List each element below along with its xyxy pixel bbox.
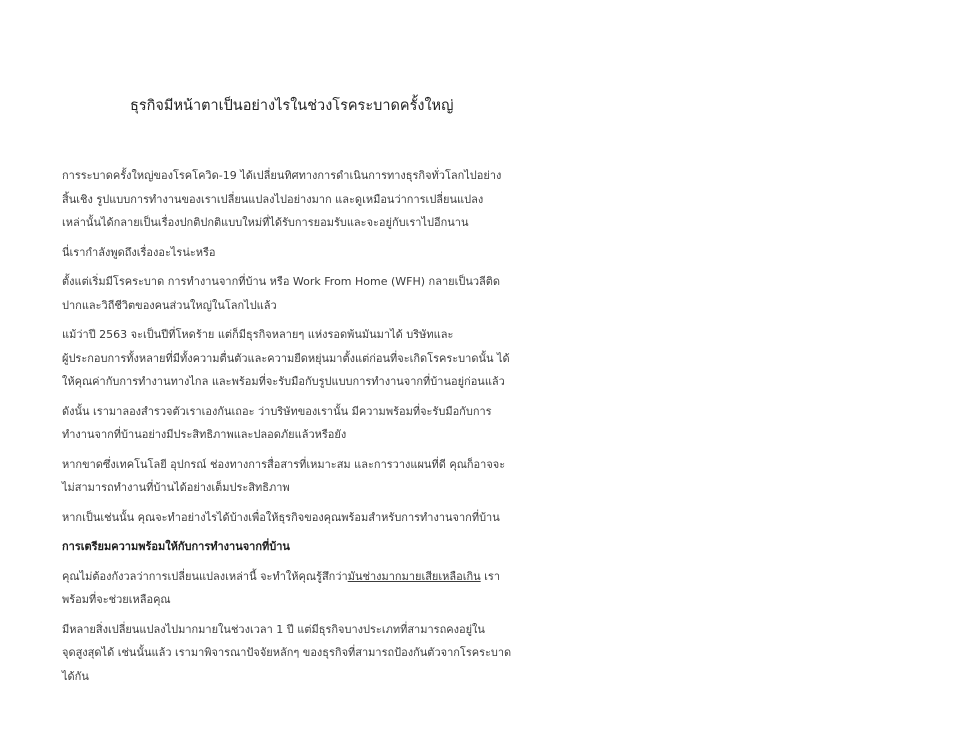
paragraph-line: ปากและวิถีชีวิตของคนส่วนใหญ่ในโลกไปแล้ว (62, 298, 277, 312)
paragraph-line: ทำงานจากที่บ้านอย่างมีประสิทธิภาพและปลอดภัยแล้วหรือยัง (62, 428, 347, 442)
paragraph-line: หากขาดซึ่งเทคโนโลยี อุปกรณ์ ช่องทางการสื่อสารที่เหมาะสม และการวางแผนที่ดี คุณก็อาจจะ (62, 457, 506, 471)
paragraph-wfh (62, 270, 501, 317)
paragraph-reassurance (62, 565, 501, 612)
paragraph-question (62, 241, 482, 265)
paragraph-line: แม้ว่าปี 2563 จะเป็นปีที่โหดร้าย แต่ก็มีธุรกิจหลายๆ แห่งรอดพ้นมันมาได้ บริษัทและ (62, 328, 454, 342)
paragraph-technology (62, 453, 506, 500)
paragraph-line: ผู้ประกอบการทั้งหลายที่มีทั้งความตื่นตัวและความยืดหยุ่นมาตั้งแต่ก่อนที่จะเกิดโรคระบาดนั้น ได้ (62, 351, 510, 365)
paragraph-text: คุณไม่ต้องกังวลว่าการเปลี่ยนแปลงเหล่านี้ จะทำให้คุณรู้สึกว่า (62, 569, 348, 583)
paragraph-line: การระบาดครั้งใหญ่ของโรคโควิด-19 ได้เปลี่ยนทิศทางการดำเนินการทางธุรกิจทั่วโลกไปอย่าง (62, 169, 502, 183)
paragraph-line: ไม่สามารถทำงานที่บ้านได้อย่างเต็มประสิทธิภาพ (62, 481, 290, 495)
paragraph-line: พร้อมที่จะช่วยเหลือคุณ (62, 593, 171, 607)
paragraph-what-to-do (62, 506, 500, 530)
underlined-phrase: มันช่างมากมายเสียเหลือเกิน (347, 569, 481, 583)
article-title: ธุรกิจมีหน้าตาเป็นอย่างไรในช่วงโรคระบาดครั้งใหญ่ (130, 98, 454, 114)
paragraph-line: เหล่านั้นได้กลายเป็นเรื่องปกติปกติแบบใหม่ที่ได้รับการยอมรับและจะอยู่กับเราไปอีกนาน (62, 216, 469, 230)
article (62, 96, 512, 694)
paragraph-line: มีหลายสิ่งเปลี่ยนแปลงไปมากมายในช่วงเวลา 1 ปี แต่มีธุรกิจบางประเภทที่สามารถคงอยู่ใน (62, 622, 485, 636)
paragraph-line: ให้คุณค่ากับการทำงานทางไกล และพร้อมที่จะรับมือกับรูปแบบการทำงานจากที่บ้านอยู่ก่อนแล้ว (62, 375, 505, 389)
paragraph-intro (62, 164, 502, 235)
paragraph-line: หากเป็นเช่นนั้น คุณจะทำอย่างไรได้บ้างเพื่อให้ธุรกิจของคุณพร้อมสำหรับการทำงานจากที่บ้าน (62, 510, 500, 524)
paragraph-factors (62, 618, 512, 689)
paragraph-text: เรา (480, 569, 501, 583)
paragraph-line: สิ้นเชิง รูปแบบการทำงานของเราเปลี่ยนแปลงไปอย่างมาก และดูเหมือนว่าการเปลี่ยนแปลง (62, 192, 484, 206)
paragraph-line: ได้กัน (62, 669, 89, 683)
paragraph-2563 (62, 323, 510, 394)
section-heading: การเตรียมความพร้อมให้กับการทำงานจากที่บ้าน (62, 540, 290, 554)
paragraph-line: ตั้งแต่เริ่มมีโรคระบาด การทำงานจากที่บ้าน หรือ Work From Home (WFH) กลายเป็นวลีติด (62, 275, 501, 289)
paragraph-line: ดังนั้น เรามาลองสำรวจตัวเราเองกันเถอะ ว่าบริษัทของเรานั้น มีความพร้อมที่จะรับมือกับการ (62, 404, 492, 418)
paragraph-line: นี่เรากำลังพูดถึงเรื่องอะไรน่ะหรือ (62, 245, 216, 259)
paragraph-line (62, 565, 501, 589)
paragraph-self-check (62, 400, 492, 447)
paragraph-line: จุดสูงสุดได้ เช่นนั้นแล้ว เรามาพิจารณาปัจจัยหลักๆ ของธุรกิจที่สามารถป้องกันตัวจากโรคระบาด (62, 646, 512, 660)
